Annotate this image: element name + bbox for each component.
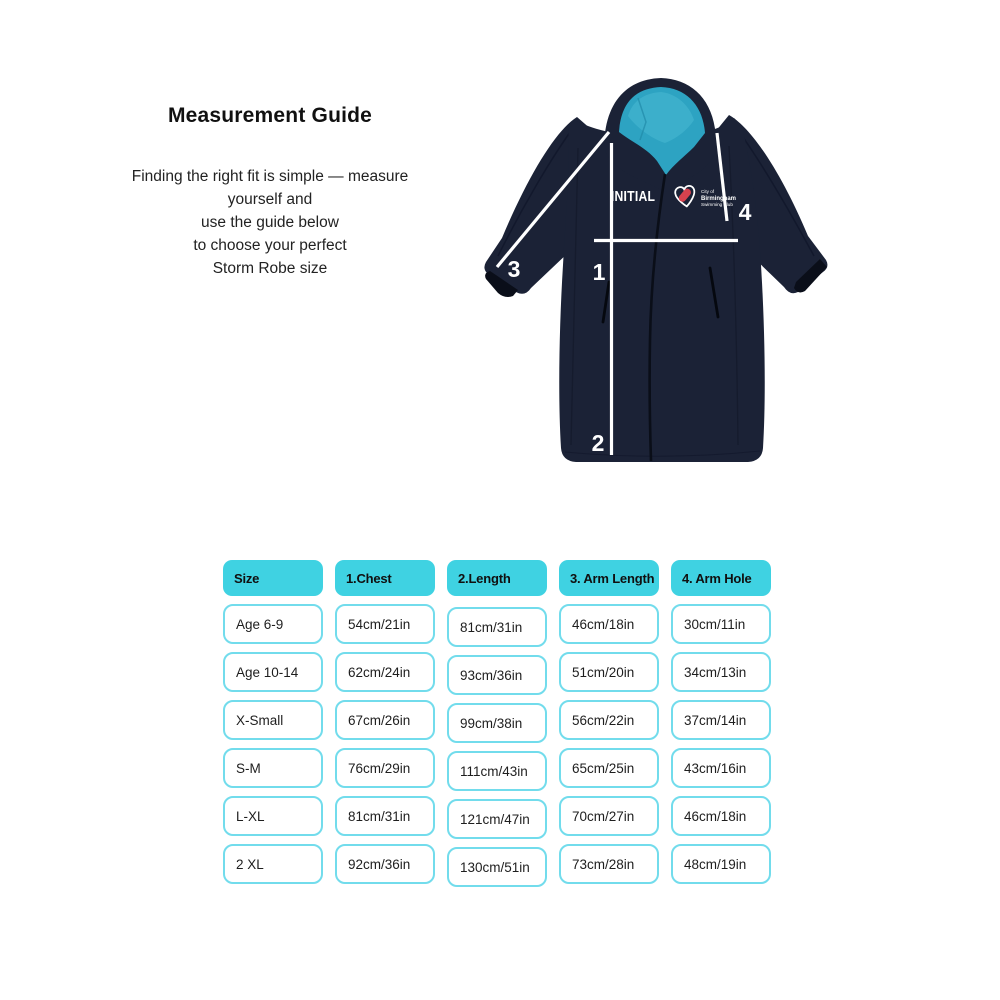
table-cell: 46cm/18in (559, 604, 659, 644)
logo-text-line: Swimming Club (701, 202, 733, 207)
table-cell: 65cm/25in (559, 748, 659, 788)
size-cell: Age 10-14 (223, 652, 323, 692)
label-length: 2 (591, 430, 605, 456)
column-header-chest: 1.Chest (335, 560, 435, 596)
column-header-arm-hole: 4. Arm Hole (671, 560, 771, 596)
robe-illustration (470, 60, 870, 480)
table-cell: 43cm/16in (671, 748, 771, 788)
table-cell: 81cm/31in (447, 607, 547, 647)
table-cell: 76cm/29in (335, 748, 435, 788)
logo-text-line: City of (701, 189, 715, 194)
table-cell: 81cm/31in (335, 796, 435, 836)
page-title: Measurement Guide (167, 104, 373, 127)
table-cell: 54cm/21in (335, 604, 435, 644)
personalization-text: INITIAL (610, 188, 656, 205)
size-cell: 2 XL (223, 844, 323, 884)
table-cell: 67cm/26in (335, 700, 435, 740)
size-cell: S-M (223, 748, 323, 788)
table-cell: 99cm/38in (447, 703, 547, 743)
table-cell: 48cm/19in (671, 844, 771, 884)
column-header-arm-length: 3. Arm Length (559, 560, 659, 596)
table-cell: 70cm/27in (559, 796, 659, 836)
size-cell: Age 6-9 (223, 604, 323, 644)
robe-diagram (470, 60, 870, 480)
table-cell: 130cm/51in (447, 847, 547, 887)
table-cell: 46cm/18in (671, 796, 771, 836)
table-cell: 73cm/28in (559, 844, 659, 884)
size-table (223, 560, 771, 884)
column-header-length: 2.Length (447, 560, 547, 596)
logo-text-line: Birmingham (701, 196, 737, 202)
table-cell: 111cm/43in (447, 751, 547, 791)
table-cell: 62cm/24in (335, 652, 435, 692)
table-cell: 37cm/14in (671, 700, 771, 740)
table-cell: 56cm/22in (559, 700, 659, 740)
intro-line: to choose your perfect (193, 237, 347, 254)
label-chest: 1 (592, 259, 606, 285)
intro-text-block (110, 104, 430, 280)
table-cell: 92cm/36in (335, 844, 435, 884)
column-header-size: Size (223, 560, 323, 596)
intro-line: use the guide below (201, 214, 339, 231)
label-arm-length: 3 (507, 256, 521, 282)
intro-line: Storm Robe size (212, 260, 328, 277)
size-cell: X-Small (223, 700, 323, 740)
label-arm-hole: 4 (738, 199, 752, 225)
table-cell: 121cm/47in (447, 799, 547, 839)
table-cell: 30cm/11in (671, 604, 771, 644)
intro-line: yourself and (227, 191, 313, 208)
table-cell: 34cm/13in (671, 652, 771, 692)
intro-line: Finding the right fit is simple — measure (131, 168, 409, 185)
table-cell: 51cm/20in (559, 652, 659, 692)
table-cell: 93cm/36in (447, 655, 547, 695)
size-cell: L-XL (223, 796, 323, 836)
